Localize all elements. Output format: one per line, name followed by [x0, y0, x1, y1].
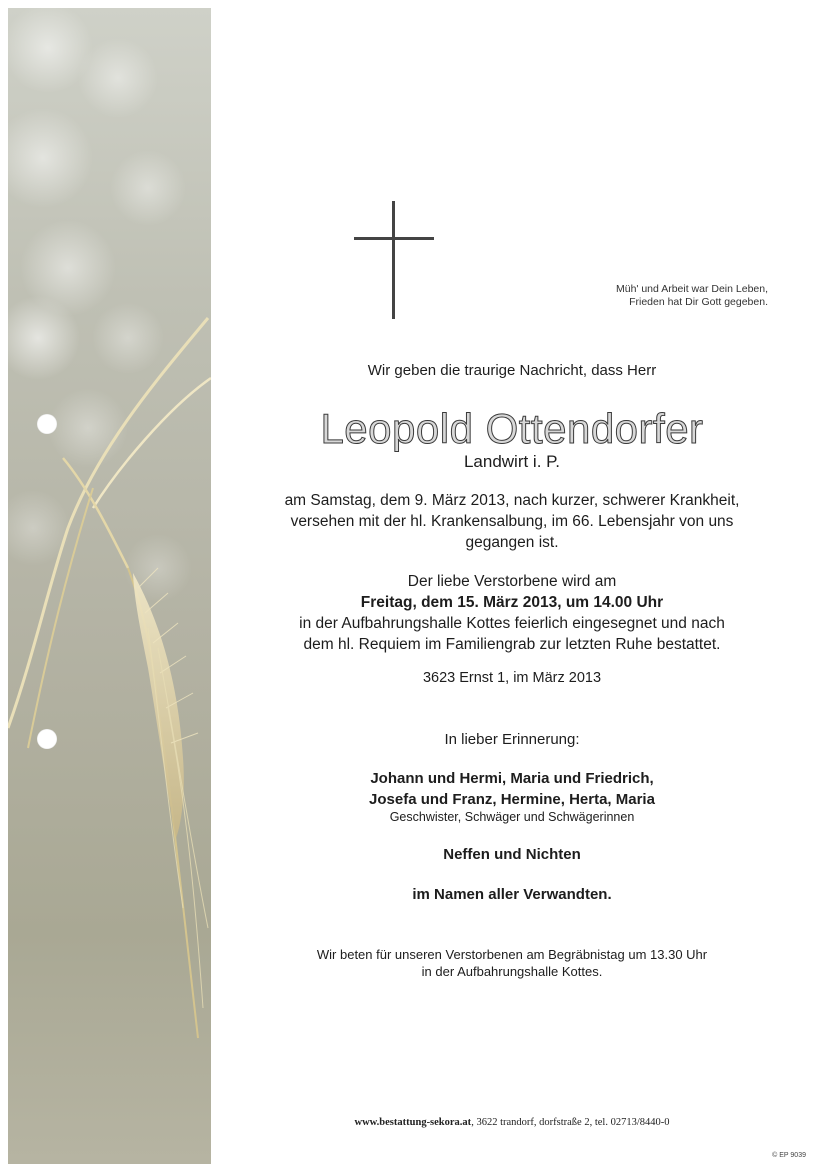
mourners-relation: Geschwister, Schwäger und Schwägerinnen — [389, 810, 635, 824]
mourners-nephews: Neffen und Nichten — [443, 846, 581, 863]
footer-website: www.bestattung-sekora.at — [354, 1117, 472, 1128]
prayer-notice — [212, 946, 812, 980]
mourners-relatives: im Namen aller Verwandten. — [412, 886, 612, 903]
death-notice-line-1: am Samstag, dem 9. März 2013, nach kurzer, schwerer Krankheit, — [284, 492, 740, 509]
verse-line-1: Müh' und Arbeit war Dein Leben, — [615, 283, 768, 295]
death-notice-line-2: versehen mit der hl. Krankensalbung, im 66. Lebensjahr von uns — [290, 513, 734, 530]
intro-text: Wir geben die traurige Nachricht, dass Herr — [367, 362, 657, 379]
verse — [560, 283, 768, 309]
death-notice-line-3: gegangen ist. — [465, 534, 559, 551]
place-date: 3623 Ernst 1, im März 2013 — [422, 670, 602, 686]
verse-line-2: Frieden hat Dir Gott gegeben. — [629, 296, 768, 308]
funeral-line-1: Der liebe Verstorbene wird am — [407, 573, 617, 590]
funeral-line-3: in der Aufbahrungshalle Kottes feierlich eingesegnet und nach — [299, 615, 725, 632]
punch-hole-bottom — [37, 729, 57, 749]
mourners-names — [212, 768, 812, 810]
mourners-line-1: Johann und Hermi, Maria und Friedrich, — [370, 770, 654, 787]
prayer-line-1: Wir beten für unseren Verstorbenen am Begräbnistag um 13.30 Uhr — [316, 947, 708, 962]
punch-hole-top — [37, 414, 57, 434]
wheat-illustration — [8, 8, 211, 1164]
footer-address: , 3622 trandorf, dorfstraße 2, tel. 02713/8440-0 — [471, 1117, 670, 1128]
memory-heading: In lieber Erinnerung: — [444, 731, 580, 748]
wheat-photo-strip — [8, 8, 211, 1164]
funeral-date-time: Freitag, dem 15. März 2013, um 14.00 Uhr — [360, 594, 664, 611]
funeral-line-4: dem hl. Requiem im Familiengrab zur letzten Ruhe bestattet. — [303, 636, 721, 653]
mourners-line-2: Josefa und Franz, Hermine, Herta, Maria — [369, 791, 655, 808]
cross-icon — [354, 201, 434, 319]
funeral-notice — [212, 571, 812, 655]
death-notice — [212, 490, 812, 553]
deceased-name: Leopold Ottendorfer — [320, 405, 704, 452]
prayer-line-2: in der Aufbahrungshalle Kottes. — [421, 964, 603, 979]
footer — [212, 1117, 812, 1128]
deceased-occupation: Landwirt i. P. — [463, 452, 561, 471]
print-code: © EP 9039 — [772, 1152, 806, 1159]
